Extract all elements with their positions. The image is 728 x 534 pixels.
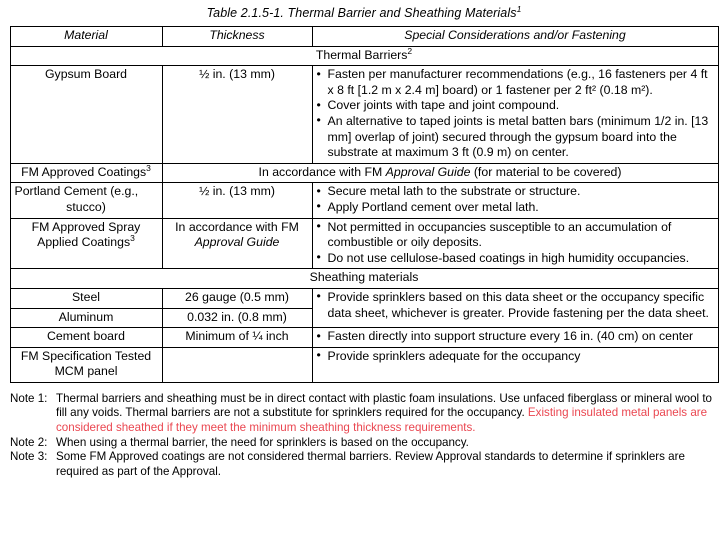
table-row <box>10 163 718 183</box>
cell-thickness-mcm-panel <box>162 347 312 382</box>
list-item: • Provide sprinklers based on this data sheet or the occupancy specific data sheet, whichever is greater. Provide fastening per the data sheet. <box>317 290 714 321</box>
cell-material-line-1: FM Specification Tested <box>20 348 152 363</box>
bullet-list <box>317 220 714 267</box>
table-caption-footnote-marker: 1 <box>516 3 522 14</box>
cell-thickness-fm-approved-spray <box>162 218 312 269</box>
footnote-text: When using a thermal barrier, the need for sprinklers is based on the occupancy. <box>56 435 469 449</box>
bullet-list <box>317 67 714 161</box>
section-header-label: Sheathing materials <box>309 270 419 285</box>
cell-special-portland-cement <box>312 183 718 218</box>
footnote-3 <box>10 450 718 479</box>
footnote-revision-text: Existing insulated metal panels are considered sheathed if they meet the minimum sheathing thickness requirements. <box>56 406 708 435</box>
cell-thickness-cement-board: Minimum of ¼ inch <box>162 328 312 348</box>
cell-special-mcm-panel <box>312 347 718 382</box>
footnote-label: Note 2: <box>10 435 48 449</box>
cell-material-portland-cement <box>10 183 162 218</box>
cell-thickness-steel: 26 gauge (0.5 mm) <box>162 288 312 308</box>
cell-thickness-gypsum-board: ½ in. (13 mm) <box>162 66 312 164</box>
section-header-thermal-barriers <box>10 46 718 66</box>
footnote-2 <box>10 436 718 451</box>
section-header-footnote-marker: 2 <box>407 45 413 56</box>
table-row <box>10 328 718 348</box>
section-header-cell <box>10 269 718 289</box>
cell-thickness-line-1: In accordance with FM <box>175 219 299 234</box>
table-caption-text: Table 2.1.5-1. Thermal Barrier and Sheathing Materials <box>206 6 517 20</box>
list-item: • Secure metal lath to the substrate or structure. <box>317 184 714 200</box>
list-item: • Fasten directly into support structure every 16 in. (40 cm) on center <box>317 329 714 345</box>
cell-material-cement-board: Cement board <box>10 328 162 348</box>
cell-material-fm-approved-coatings <box>10 163 162 183</box>
cell-special-fm-approved-spray <box>312 218 718 269</box>
table-caption <box>0 0 728 26</box>
cell-material-gypsum-board: Gypsum Board <box>10 66 162 164</box>
cell-material-steel: Steel <box>10 288 162 308</box>
column-header-thickness: Thickness <box>162 27 312 47</box>
merged-text-pre: In accordance with FM <box>258 164 386 179</box>
cell-material-aluminum: Aluminum <box>10 308 162 328</box>
cell-thickness-aluminum: 0.032 in. (0.8 mm) <box>162 308 312 328</box>
section-header-label: Thermal Barriers <box>315 47 408 62</box>
list-item: • Cover joints with tape and joint compound. <box>317 98 714 114</box>
list-item: • Provide sprinklers adequate for the occupancy <box>317 349 714 365</box>
merged-text-post: (for material to be covered) <box>470 164 622 179</box>
cell-material-line-2: MCM panel <box>54 364 118 379</box>
list-item: • Not permitted in occupancies susceptible to an accumulation of combustible or oily deposits. <box>317 220 714 251</box>
footnote-1 <box>10 392 718 436</box>
cell-special-gypsum-board <box>312 66 718 164</box>
cell-footnote-marker: 3 <box>130 233 135 244</box>
cell-special-steel-aluminum <box>312 288 718 327</box>
footnote-label: Note 1: <box>10 391 48 405</box>
table-row <box>10 347 718 382</box>
cell-material-mcm-panel <box>10 347 162 382</box>
column-header-material: Material <box>10 27 162 47</box>
cell-material-line-1: FM Approved Spray <box>31 219 141 234</box>
section-header-cell <box>10 46 718 66</box>
bullet-list <box>317 349 714 365</box>
cell-thickness-line-2: Approval Guide <box>194 235 280 250</box>
cell-material-line-1: Portland Cement (e.g., <box>14 184 139 199</box>
table-row <box>10 183 718 218</box>
bullet-list <box>317 329 714 345</box>
cell-special-cement-board <box>312 328 718 348</box>
bullet-list <box>317 184 714 215</box>
cell-material-fm-approved-spray <box>10 218 162 269</box>
list-item: • An alternative to taped joints is metal batten bars (minimum 1/2 in. [13 mm] overlap of joint) secured through the gypsum board into the substrate at maximum 3 ft (0.9 m) on center. <box>317 114 714 161</box>
cell-footnote-marker: 3 <box>146 162 151 173</box>
list-item: • Fasten per manufacturer recommendations (e.g., 16 fasteners per 4 ft x 8 ft [1.2 m x 2.4 m] board) or 1 fastener per 2 ft² (0.18 m²). <box>317 67 714 98</box>
cell-thickness-portland-cement: ½ in. (13 mm) <box>162 183 312 218</box>
footnotes-block <box>10 392 718 480</box>
list-item: • Do not use cellulose-based coatings in high humidity occupancies. <box>317 251 714 267</box>
table-header-row <box>10 27 718 47</box>
column-header-special-considerations: Special Considerations and/or Fastening <box>312 27 718 47</box>
footnote-text: Some FM Approved coatings are not considered thermal barriers. Review Approval standards to determine if sprinklers are required as part of the Approval. <box>56 450 685 478</box>
table-row <box>10 66 718 164</box>
bullet-list <box>317 290 714 321</box>
cell-material-line-2-wrap <box>15 235 158 251</box>
table-row <box>10 218 718 269</box>
table-row <box>10 288 718 308</box>
cell-material-line-2: Applied Coatings <box>37 235 131 250</box>
list-item: • Apply Portland cement over metal lath. <box>317 200 714 216</box>
footnote-text: Thermal barriers and sheathing must be in direct contact with plastic foam insulations. Use unfaced fiberglass or mineral wool to fill any voids. Thermal barriers are not a substitute for sprinklers required for the occupancy. <box>56 391 713 420</box>
cell-merged-fm-approval-guide <box>162 163 718 183</box>
thermal-barrier-sheathing-table <box>10 26 719 383</box>
merged-text-italic: Approval Guide <box>385 164 471 179</box>
cell-material-line-2: stucco) <box>66 199 106 214</box>
section-header-sheathing-materials <box>10 269 718 289</box>
cell-material-label: FM Approved Coatings <box>21 164 147 179</box>
footnote-label: Note 3: <box>10 450 48 464</box>
